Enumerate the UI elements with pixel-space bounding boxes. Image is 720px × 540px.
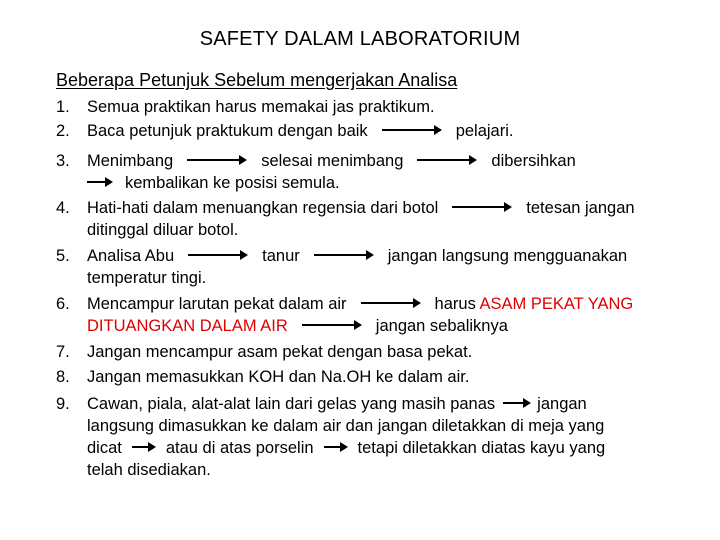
item-5-part-a: Analisa Abu (87, 247, 175, 265)
arrow-icon (132, 442, 156, 452)
item-4-text-continued (87, 220, 238, 240)
item-7-part-a: Jangan mencampur asam pekat dengan basa pekat. (87, 343, 473, 361)
item-6-highlight-continued: DITUANGKAN DALAM AIR (87, 317, 288, 335)
item-9-part-g: telah disediakan. (87, 461, 211, 479)
item-4-part-a: Hati-hati dalam menuangkan regensia dari botol (87, 199, 439, 217)
item-5-text (87, 246, 627, 266)
item-6-text (87, 294, 633, 314)
item-number-1: 1. (56, 98, 70, 116)
slide-subtitle: Beberapa Petunjuk Sebelum mengerjakan Analisa (56, 70, 458, 90)
item-number-9: 9. (56, 395, 70, 413)
item-9-part-e: atau di atas porselin (165, 439, 314, 457)
item-9-part-a: Cawan, piala, alat-alat lain dari gelas yang masih panas (87, 395, 496, 413)
item-4-part-b: tetesan jangan (526, 199, 635, 217)
arrow-icon (187, 155, 247, 165)
item-3-part-b: selesai menimbang (261, 152, 404, 170)
item-9-part-f: tetapi diletakkan diatas kayu yang (357, 439, 606, 457)
item-2-text (87, 121, 513, 141)
item-9-part-d: dicat (87, 439, 122, 457)
item-number-7: 7. (56, 343, 70, 361)
arrow-icon (361, 298, 421, 308)
item-8-part-a: Jangan memasukkan KOH dan Na.OH ke dalam air. (87, 368, 470, 386)
item-9-text (87, 394, 587, 414)
arrow-icon (452, 202, 512, 212)
arrow-icon (314, 250, 374, 260)
arrow-icon (324, 442, 348, 452)
item-number-6: 6. (56, 295, 70, 313)
item-2-part-b: pelajari. (455, 122, 514, 140)
item-4-text (87, 198, 635, 218)
item-9-text-line-2 (87, 416, 604, 436)
item-6-part-b: harus (434, 295, 476, 313)
item-number-3: 3. (56, 152, 70, 170)
item-3-part-d: kembalikan ke posisi semula. (125, 174, 340, 192)
item-3-part-c: dibersihkan (491, 152, 576, 170)
item-number-8: 8. (56, 368, 70, 386)
item-9-part-c: langsung dimasukkan ke dalam air dan jangan diletakkan di meja yang (87, 417, 605, 435)
item-5-part-d: temperatur tingi. (87, 269, 207, 287)
item-1-text (87, 97, 435, 117)
item-6-part-e: jangan sebaliknya (375, 317, 508, 335)
item-number-2: 2. (56, 122, 70, 140)
item-3-part-a: Menimbang (87, 152, 174, 170)
item-2-part-a: Baca petunjuk praktukum dengan baik (87, 122, 368, 140)
item-9-text-line-4 (87, 460, 211, 480)
item-5-part-c: jangan langsung mengguanakan (387, 247, 628, 265)
arrow-icon (417, 155, 477, 165)
item-6-part-a: Mencampur larutan pekat dalam air (87, 295, 347, 313)
slide-title: SAFETY DALAM LABORATORIUM (199, 28, 521, 50)
item-9-text-line-3 (87, 438, 605, 458)
item-6-text-continued (87, 316, 508, 336)
item-number-4: 4. (56, 199, 70, 217)
item-1-part-a: Semua praktikan harus memakai jas praktikum. (87, 98, 435, 116)
item-4-part-c: ditinggal diluar botol. (87, 221, 239, 239)
arrow-icon (87, 177, 113, 187)
item-5-part-b: tanur (262, 247, 300, 265)
item-3-text (87, 151, 576, 171)
item-number-5: 5. (56, 247, 70, 265)
item-8-text (87, 367, 469, 387)
item-5-text-continued (87, 268, 206, 288)
item-3-text-continued (87, 173, 340, 193)
arrow-icon (302, 320, 362, 330)
item-6-highlight: ASAM PEKAT YANG (479, 295, 634, 313)
arrow-icon (382, 125, 442, 135)
arrow-icon (503, 398, 531, 408)
item-7-text (87, 342, 472, 362)
arrow-icon (188, 250, 248, 260)
item-9-part-b: jangan (537, 395, 587, 413)
